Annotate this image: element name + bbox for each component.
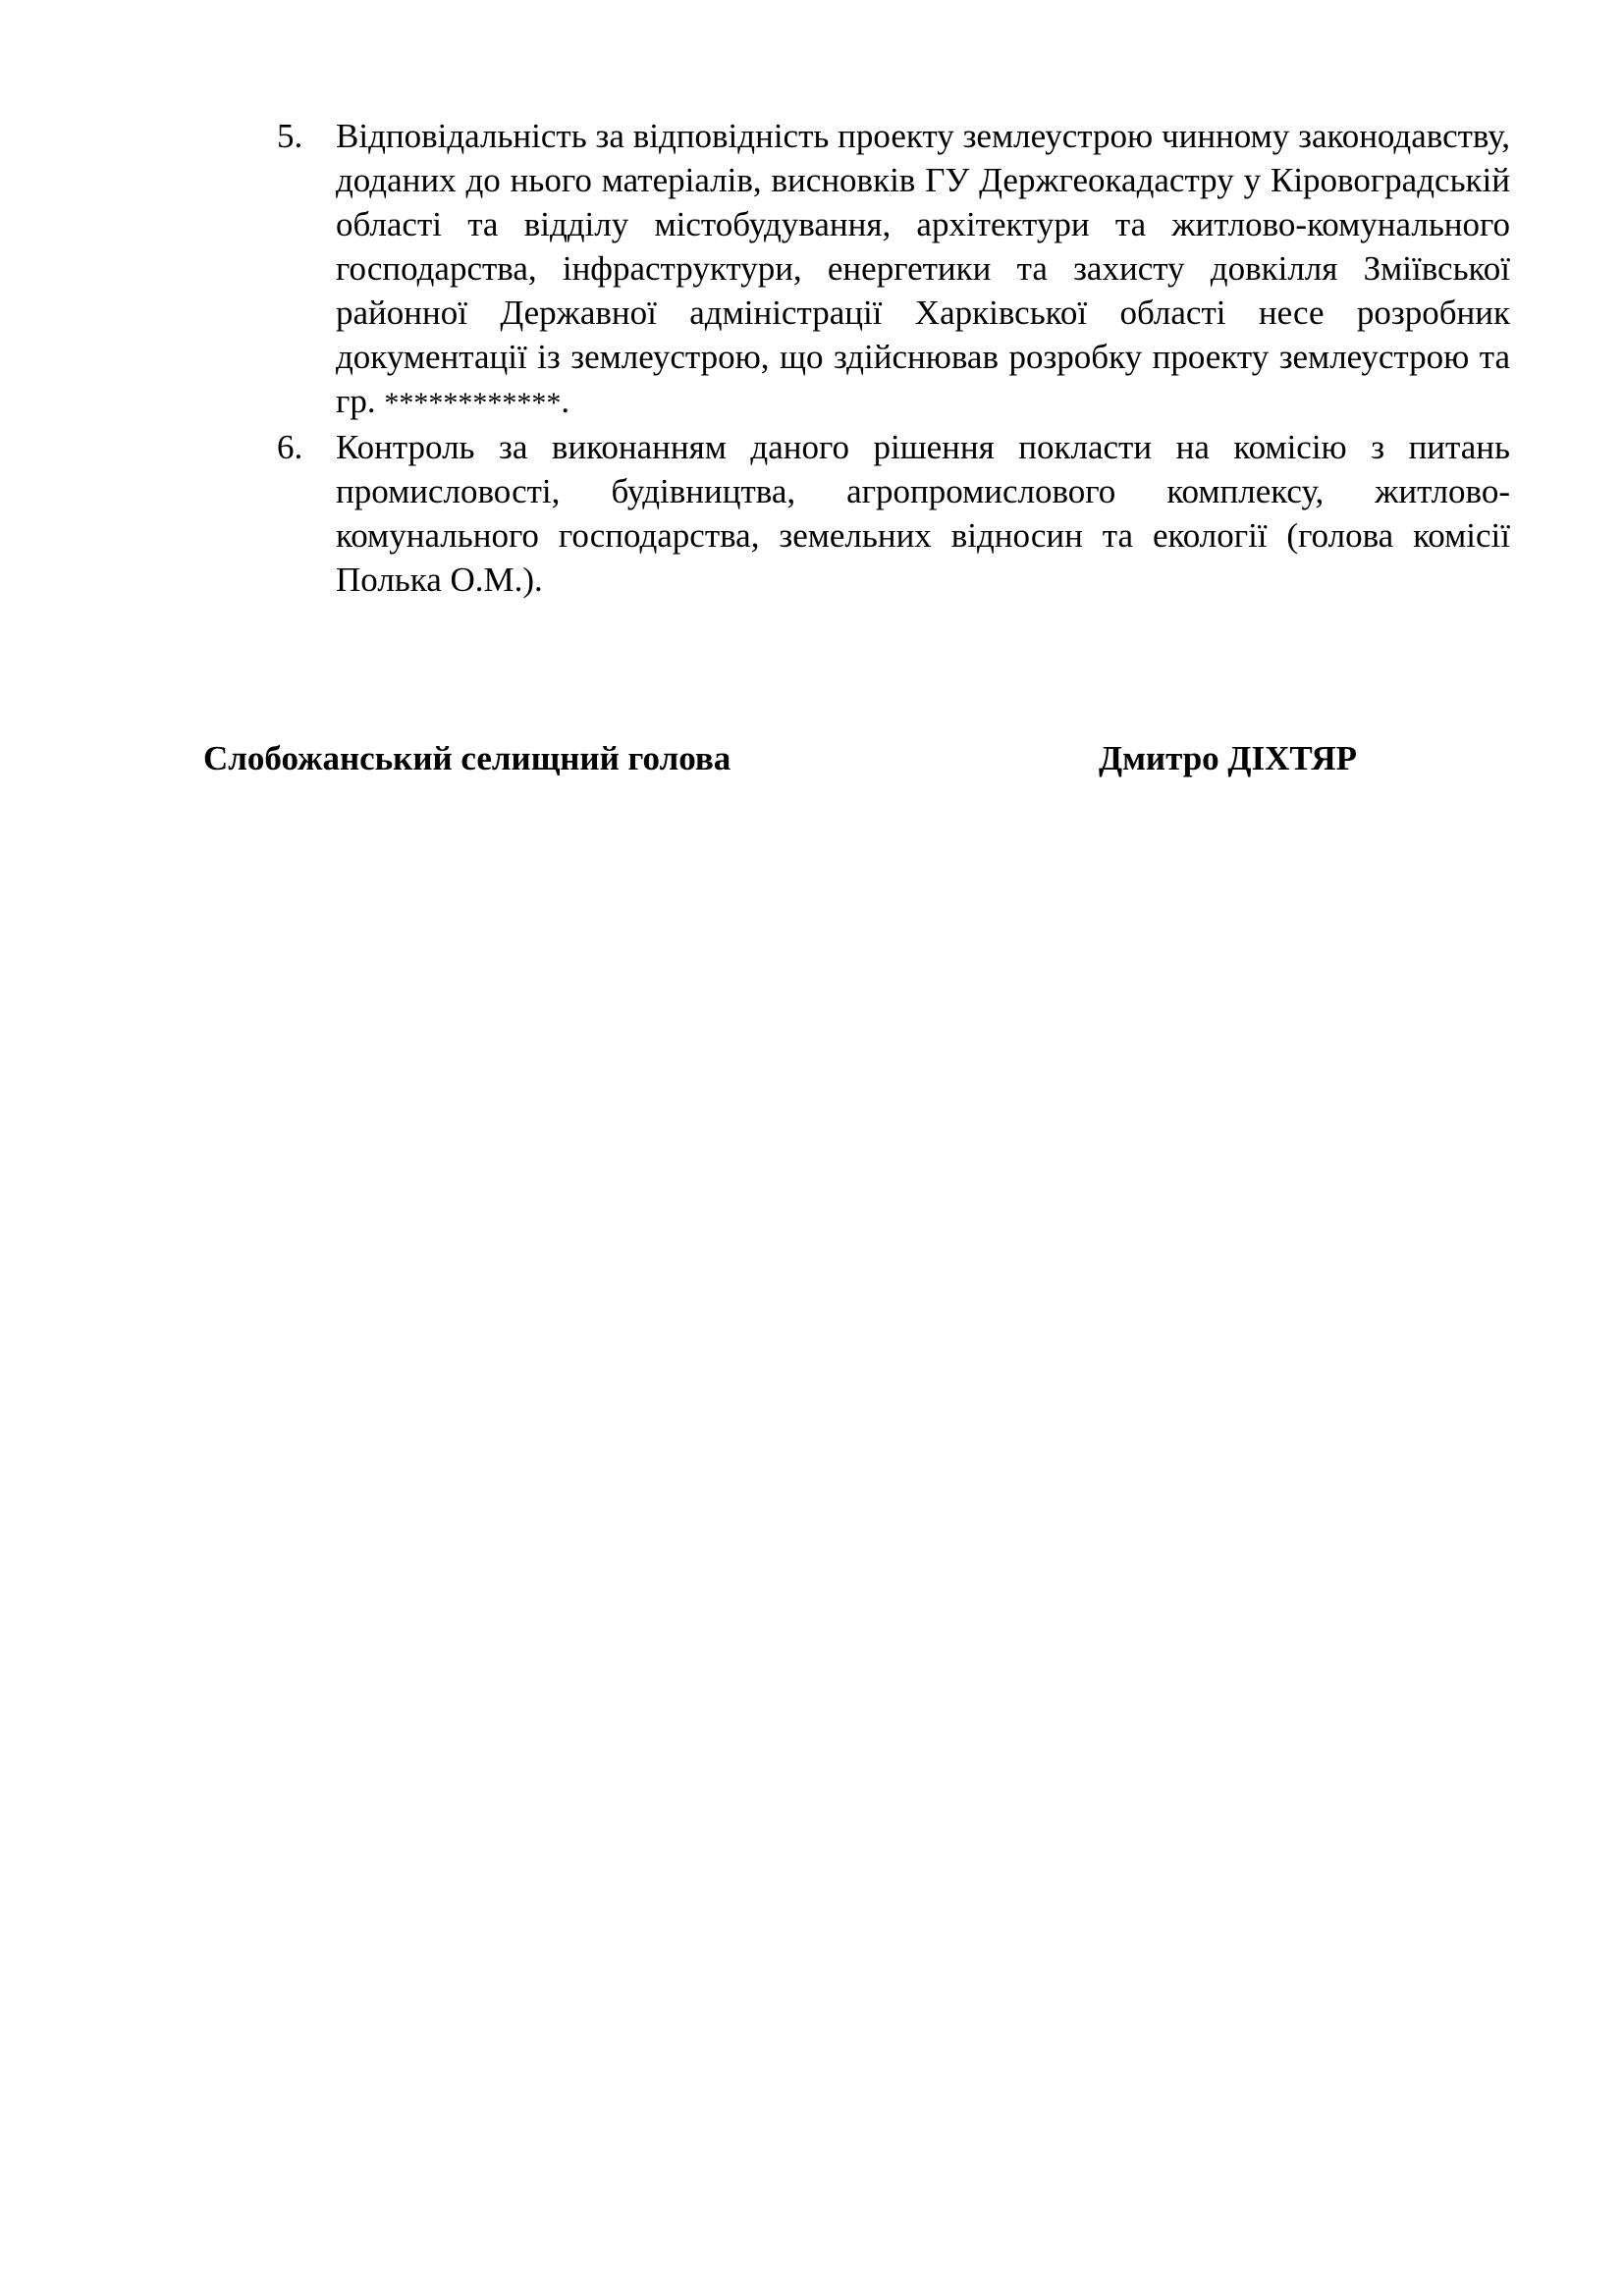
item-number: 6. [277, 428, 303, 466]
item-text: Контроль за виконанням даного рішення покласти на комісію з питань промисловості, будівництва, агропромислового комплексу, житлово-комунального господарства, земельних відносин та екології (голова комісії Полька О.М.). [336, 428, 1510, 599]
masked-name: ************ [384, 387, 562, 419]
signature-name: Дмитро ДІХТЯР [1099, 739, 1358, 777]
item-number: 5. [277, 117, 303, 155]
item-end-punctuation: . [561, 382, 570, 420]
list-item-5 [277, 114, 1510, 425]
signature-title: Слобожанський селищний голова [203, 739, 731, 777]
list-item-6 [277, 425, 1510, 602]
decision-list [277, 114, 1510, 602]
item-text: Відповідальність за відповідність проекту землеустрою чинному законодавству, доданих до нього матеріалів, висновків ГУ Держгеокадастру у Кіровоградській області та відділу містобудування, архітектури та житлово-комунального господарства, інфраструктури, енергетики та захисту довкілля Зміївської районної Державної адміністрації Харківської області несе розробник документації із землеустрою, що здійснював розробку проекту землеустрою та гр. [336, 117, 1510, 420]
